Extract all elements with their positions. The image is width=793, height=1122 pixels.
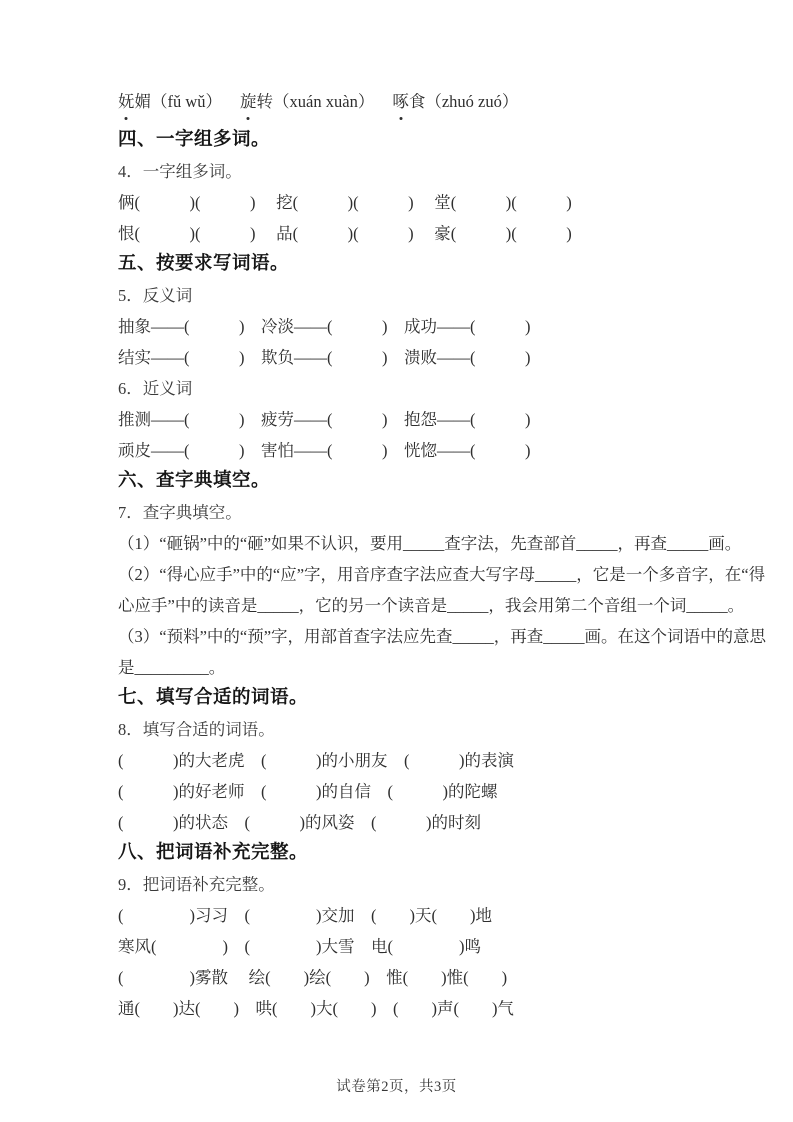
antonym-row: 结实——( ) 欺负——( ) 溃败——( )	[118, 348, 531, 367]
fill-word-row: ( )的状态 ( )的风姿 ( )的时刻	[118, 813, 481, 832]
idiom-completion-row: ( )习习 ( )交加 ( )天( )地	[118, 906, 492, 925]
idiom-completion-row: ( )雾散 绘( )绘( ) 惟( )惟( )	[118, 968, 508, 987]
synonym-row: 推测——( ) 疲劳——( ) 抱怨——( )	[118, 410, 531, 429]
section-heading-eight: 八、把词语补充完整。	[118, 843, 309, 863]
section-heading-seven: 七、填写合适的词语。	[118, 688, 309, 708]
dictionary-question-line: （3）“预料”中的“预”字，用部首查字法应先查_____，再查_____画。在这个词语中的意思	[118, 627, 767, 646]
pinyin-annotation-row	[118, 86, 683, 117]
fill-word-row: ( )的好老师 ( )的自信 ( )的陀螺	[118, 782, 498, 801]
emphasized-char: 啄	[392, 86, 409, 117]
question-6-title: 6．近义词	[118, 379, 193, 398]
question-9-title: 9．把词语补充完整。	[118, 875, 275, 894]
fill-blank-row: 俩( )( ) 挖( )( ) 堂( )( )	[118, 193, 572, 212]
dictionary-question-line: （1）“砸锅”中的“砸”如果不认识，要用_____查字法，先查部首_____，再查_____画。	[118, 534, 742, 553]
idiom-completion-row: 通( )达( ) 哄( )大( ) ( )声( )气	[118, 999, 514, 1018]
page-content	[118, 86, 767, 1024]
dictionary-question-line: 心应手”中的读音是_____，它的另一个读音是_____，我会用第二个音组一个词_____。	[118, 596, 745, 615]
synonym-row: 顽皮——( ) 害怕——( ) 恍惚——( )	[118, 441, 531, 460]
pinyin-item-3	[392, 86, 518, 117]
pinyin-text: 食（zhuó zuó）	[408, 92, 519, 111]
question-4-title: 4．一字组多词。	[118, 162, 242, 181]
pinyin-item-2	[240, 86, 374, 117]
section-heading-six: 六、查字典填空。	[118, 471, 271, 491]
section-heading-five: 五、按要求写词语。	[118, 254, 290, 274]
dictionary-question-line: 是_________。	[118, 658, 226, 677]
emphasized-char: 妩	[118, 86, 135, 117]
pinyin-text: 媚（fǔ wǔ）	[134, 92, 223, 111]
emphasized-char: 旋	[240, 86, 257, 117]
idiom-completion-row: 寒风( ) ( )大雪 电( )鸣	[118, 937, 481, 956]
page-footer: 试卷第2页，共3页	[336, 1079, 457, 1095]
pinyin-text: 转（xuán xuàn）	[256, 92, 375, 111]
pinyin-item-1	[118, 86, 222, 117]
dictionary-question-line: （2）“得心应手”中的“应”字，用音序查字法应查大写字母_____，它是一个多音字，在“得	[118, 565, 766, 584]
antonym-row: 抽象——( ) 冷淡——( ) 成功——( )	[118, 317, 531, 336]
question-7-title: 7．查字典填空。	[118, 503, 242, 522]
question-8-title: 8．填写合适的词语。	[118, 720, 275, 739]
fill-blank-row: 恨( )( ) 品( )( ) 豪( )( )	[118, 224, 572, 243]
section-heading-four: 四、一字组多词。	[118, 130, 271, 150]
question-5-title: 5．反义词	[118, 286, 193, 305]
fill-word-row: ( )的大老虎 ( )的小朋友 ( )的表演	[118, 751, 514, 770]
